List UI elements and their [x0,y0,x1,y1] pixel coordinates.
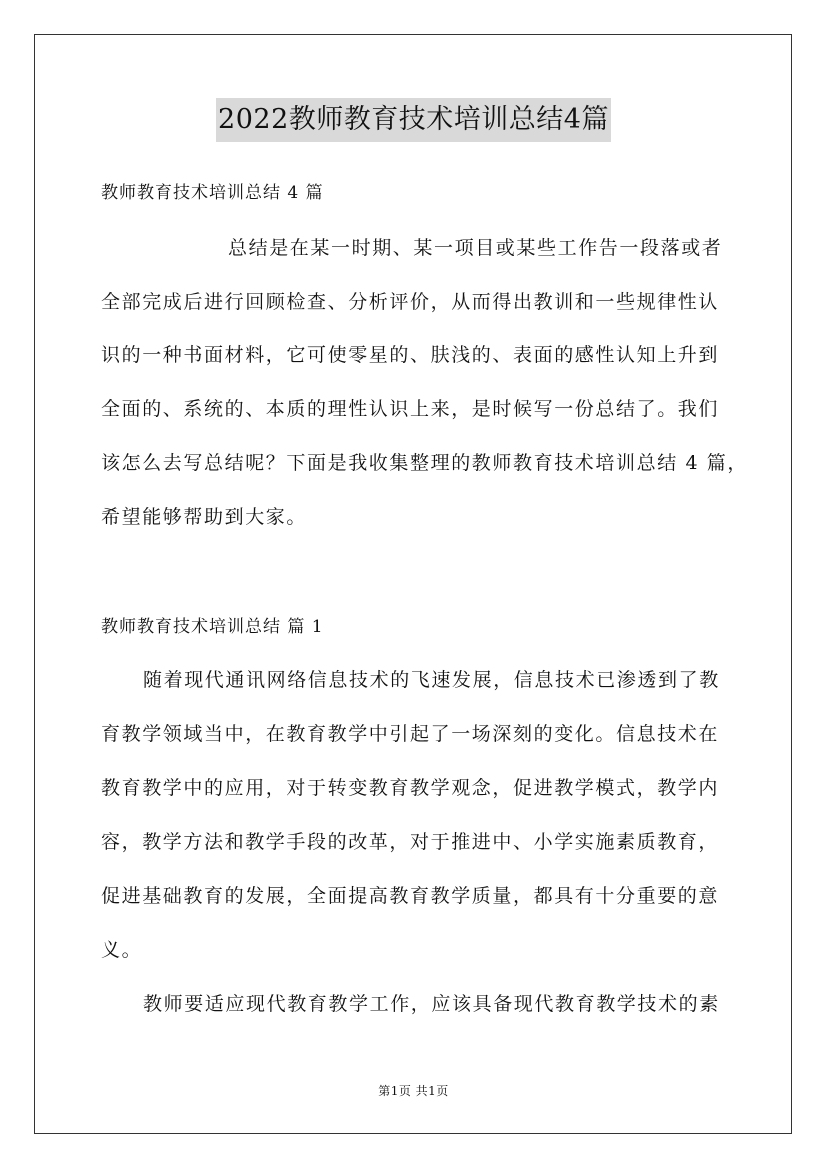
title-container [0,98,827,142]
body-line-4: 容，教学方法和教学手段的改革，对于推进中、小学实施素质教育， [101,831,720,853]
intro-line-2: 全部完成后进行回顾检查、分析评价，从而得出教训和一些规律性认 [101,291,720,313]
body-line-7: 教师要适应现代教育教学工作，应该具备现代教育教学技术的素 [143,993,720,1015]
body-line-3: 教育教学中的应用，对于转变教育教学观念，促进教学模式，教学内 [101,777,720,799]
intro-line-5: 该怎么去写总结呢？下面是我收集整理的教师教育技术培训总结 4 篇， [101,452,748,474]
intro-line-3: 识的一种书面材料，它可使零星的、肤浅的、表面的感性认知上升到 [101,344,720,366]
document-subtitle: 教师教育技术培训总结 4 篇 [101,183,324,203]
body-line-2: 育教学领域当中，在教育教学中引起了一场深刻的变化。信息技术在 [101,723,720,745]
body-line-6: 义。 [101,939,143,961]
intro-line-1: 总结是在某一时期、某一项目或某些工作告一段落或者 [228,237,723,259]
page-footer: 第1页 共1页 [378,1084,449,1098]
body-line-5: 促进基础教育的发展，全面提高教育教学质量，都具有十分重要的意 [101,885,720,907]
document-title: 2022教师教育技术培训总结4篇 [216,98,611,142]
intro-line-6: 希望能够帮助到大家。 [101,506,308,528]
body-line-1: 随着现代通讯网络信息技术的飞速发展，信息技术已渗透到了教 [143,669,720,691]
intro-line-4: 全面的、系统的、本质的理性认识上来，是时候写一份总结了。我们 [101,398,720,420]
section-heading: 教师教育技术培训总结 篇 1 [101,617,324,637]
